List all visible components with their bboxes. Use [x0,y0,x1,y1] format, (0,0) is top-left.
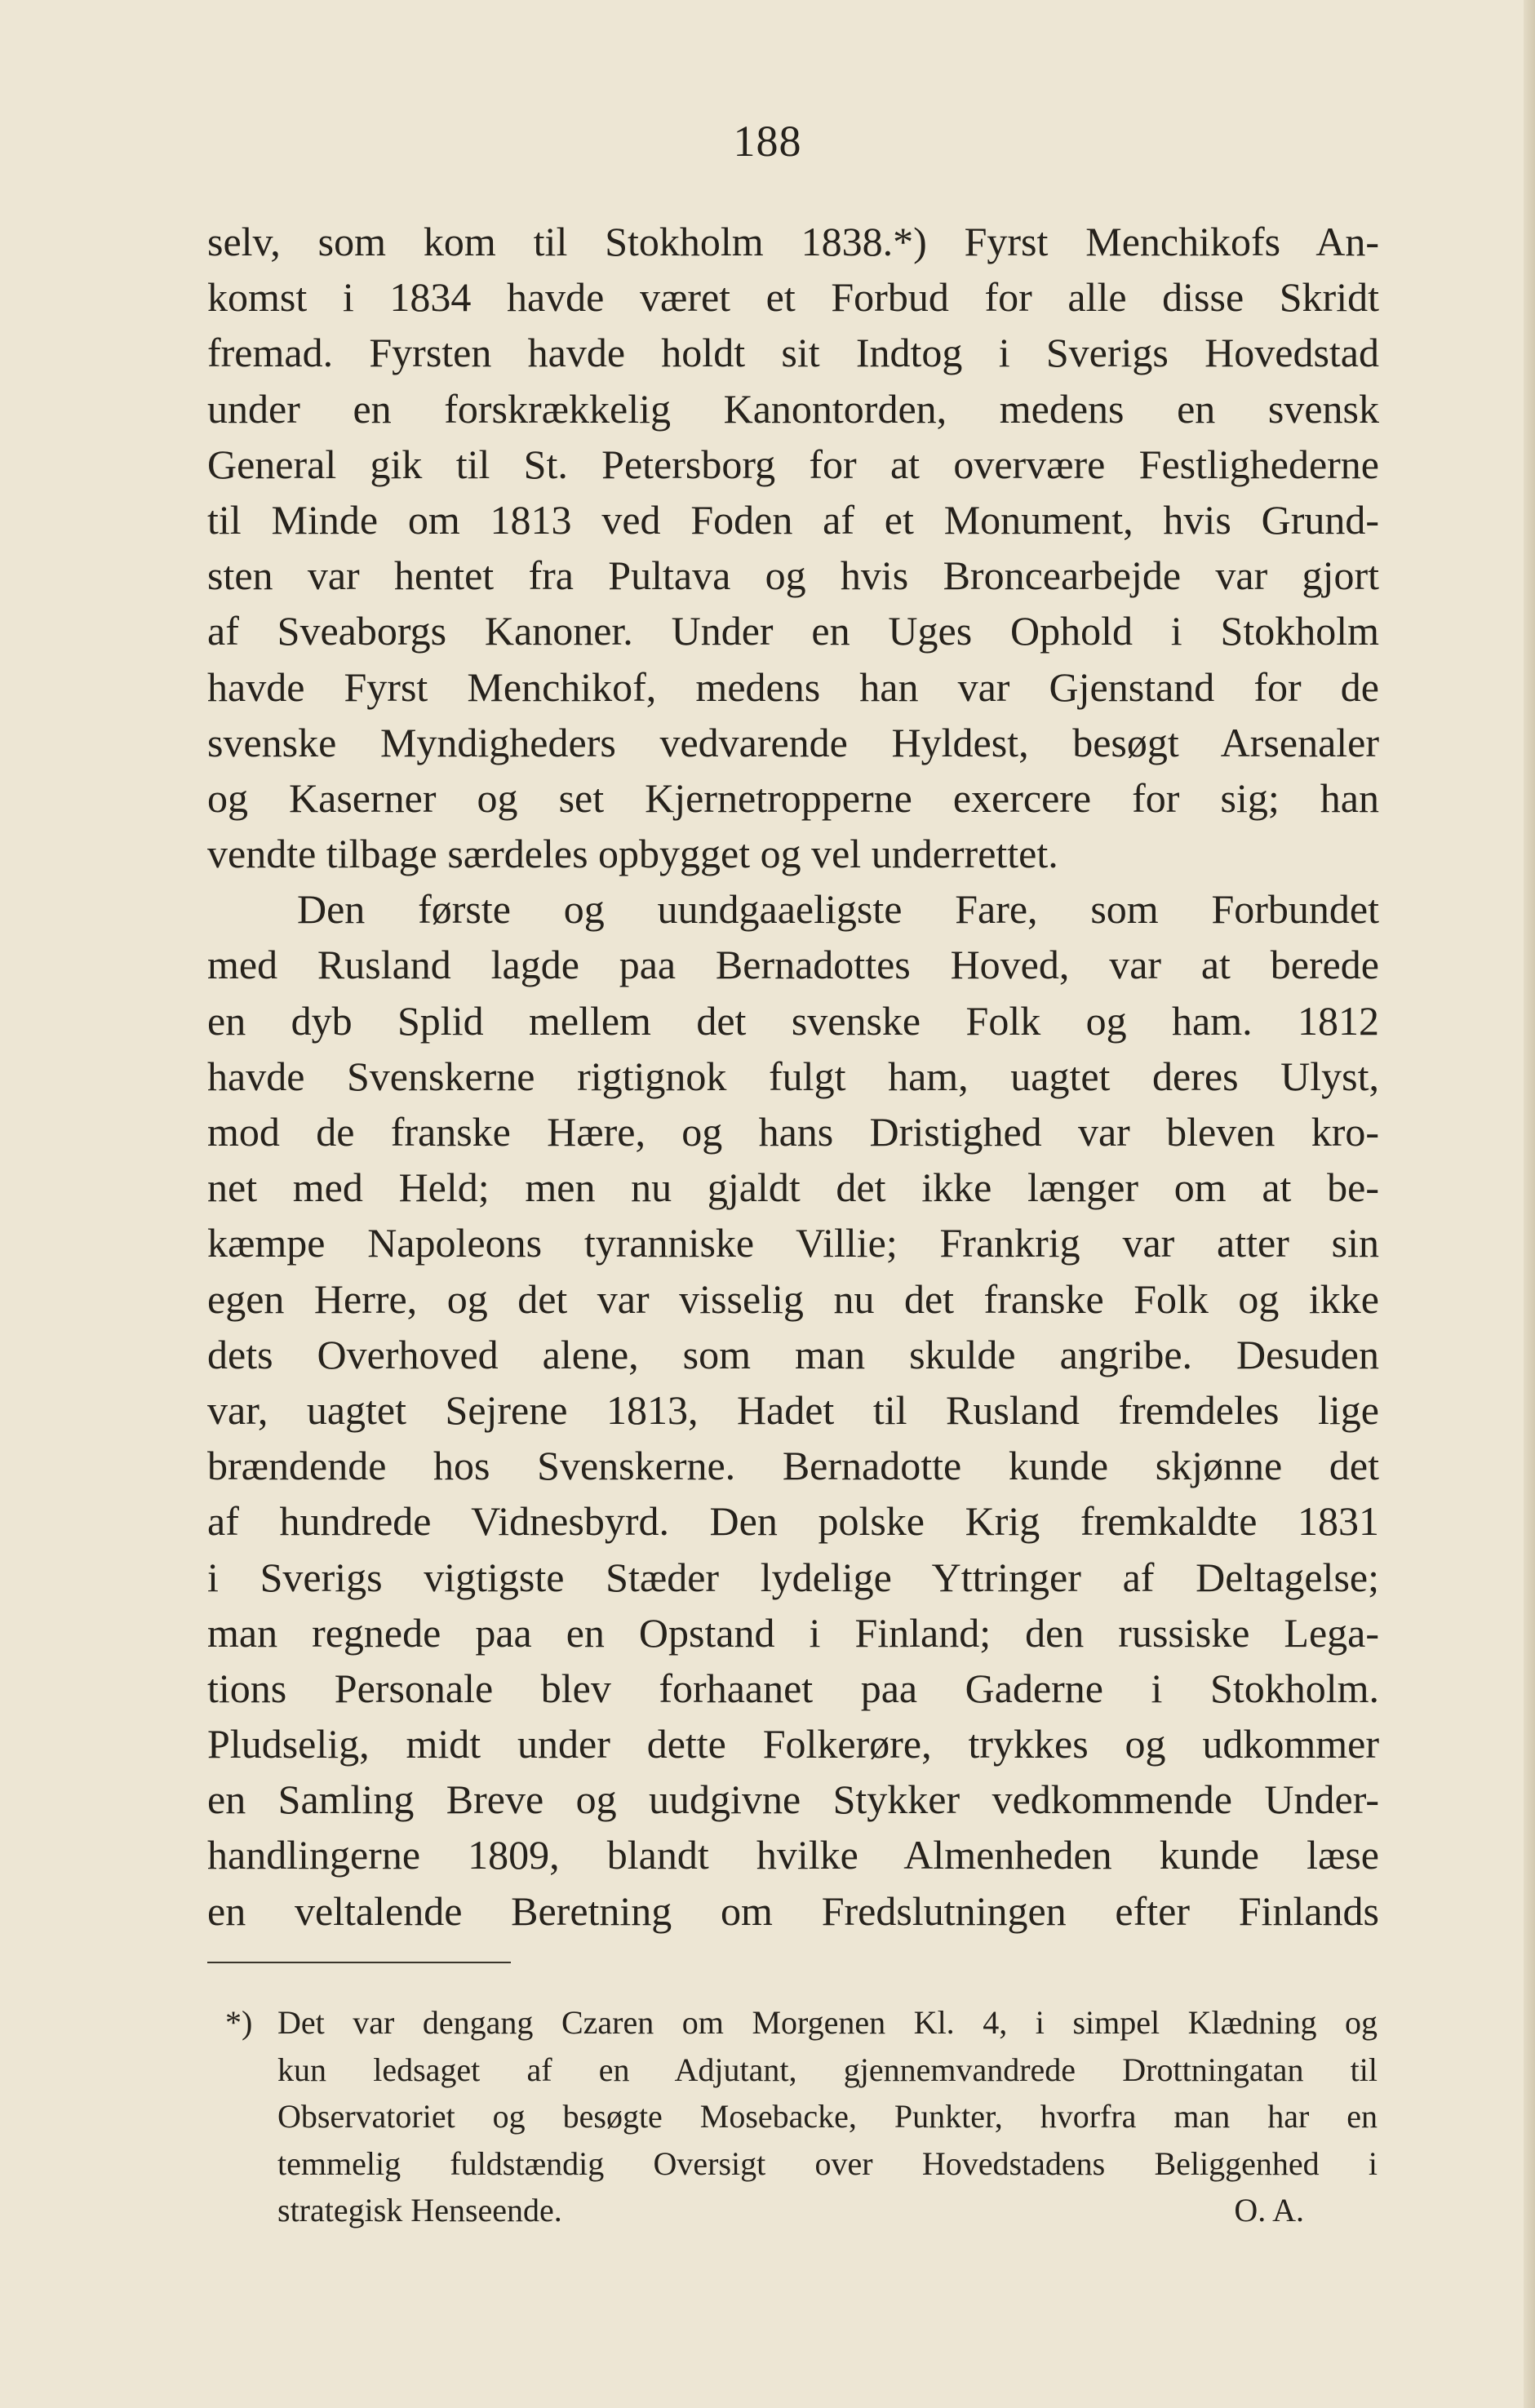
text-line: til Minde om 1813 ved Foden af et Monument, hvis Grund- [207,496,1379,543]
text-line: selv, som kom til Stokholm 1838.*) Fyrst Menchikofs An- [207,219,1379,264]
text-line: var, uagtet Sejrene 1813, Hadet til Rusland fremdeles lige [207,1386,1379,1433]
text-line: Pludselig, midt under dette Folkerøre, trykkes og udkommer [207,1721,1379,1767]
text-line: fremad. Fyrsten havde holdt sit Indtog i Sverigs Hovedstad [207,330,1379,376]
page-number: 188 [733,117,802,166]
text-line: havde Svenskerne rigtignok fulgt ham, uagtet deres Ulyst, [207,1053,1379,1099]
text-line: sten var hentet fra Pultava og hvis Broncearbejde var gjort [207,552,1379,599]
text-line: net med Held; men nu gjaldt det ikke længer om at be- [207,1164,1379,1211]
text-line: i Sverigs vigtigste Stæder lydelige Yttringer af Deltagelse; [207,1554,1379,1600]
text-line: under en forskrækkelig Kanontorden, medens en svensk [207,385,1379,432]
text-line: af hundrede Vidnesbyrd. Den polske Krig fremkaldte 1831 [207,1498,1379,1545]
paragraph-start-line: Den første og uundgaaeligste Fare, som Forbundet [297,886,1379,933]
text-line: man regnede paa en Opstand i Finland; den russiske Lega- [207,1609,1379,1656]
text-line: tions Personale blev forhaanet paa Gaderne i Stokholm. [207,1665,1379,1711]
text-line: egen Herre, og det var visselig nu det franske Folk og ikke [207,1275,1379,1322]
footnote-divider [207,1962,511,1963]
text-line: en veltalende Beretning om Fredslutningen efter Finlands [207,1887,1379,1934]
footnote-last-line [225,2187,1378,2234]
text-line: af Sveaborgs Kanoner. Under en Uges Ophold i Stokholm [207,608,1379,654]
footnote [225,1999,1378,2234]
footnote-line: kun ledsaget af en Adjutant, gjennemvandrede Drottningatan til [277,2051,1378,2088]
footnote-signature: O. A. [1234,2192,1304,2228]
footnote-line: temmelig fuldstændig Oversigt over Hovedstadens Beliggenhed i [277,2144,1378,2182]
body-text [207,214,1379,1939]
text-line: og Kaserner og set Kjernetropperne exercere for sig; han [207,774,1379,821]
text-line: brændende hos Svenskerne. Bernadotte kunde skjønne det [207,1443,1379,1489]
footnote-line [225,1999,1378,2047]
text-line: dets Overhoved alene, som man skulde angribe. Desuden [207,1331,1379,1377]
text-line: kæmpe Napoleons tyranniske Villie; Frankrig var atter sin [207,1220,1379,1266]
page-edge [1524,0,1535,2408]
footnote-text: strategisk Henseende. [277,2192,562,2228]
text-line: med Rusland lagde paa Bernadottes Hoved, var at berede [207,942,1379,988]
text-line: en dyb Splid mellem det svenske Folk og ham. 1812 [207,997,1379,1044]
footnote-line: Observatoriet og besøgte Mosebacke, Punkter, hvorfra man har en [277,2098,1378,2135]
text-line: havde Fyrst Menchikof, medens han var Gjenstand for de [207,663,1379,710]
footnote-marker: *) [225,2004,253,2041]
text-line: komst i 1834 havde været et Forbud for alle disse Skridt [207,274,1379,321]
text-line: handlingerne 1809, blandt hvilke Almenheden kunde læse [207,1832,1379,1878]
text-line: mod de franske Hære, og hans Dristighed var bleven kro- [207,1109,1379,1155]
text-line: svenske Myndigheders vedvarende Hyldest, besøgt Arsenaler [207,719,1379,765]
text-line: en Samling Breve og uudgivne Stykker vedkommende Under- [207,1776,1379,1823]
text-line: General gik til St. Petersborg for at overvære Festlighederne [207,441,1379,487]
text-line: vendte tilbage særdeles opbygget og vel underrettet. [207,831,1058,877]
footnote-text: Det var dengang Czaren om Morgenen Kl. 4, i simpel Klædning og [277,2004,1378,2041]
